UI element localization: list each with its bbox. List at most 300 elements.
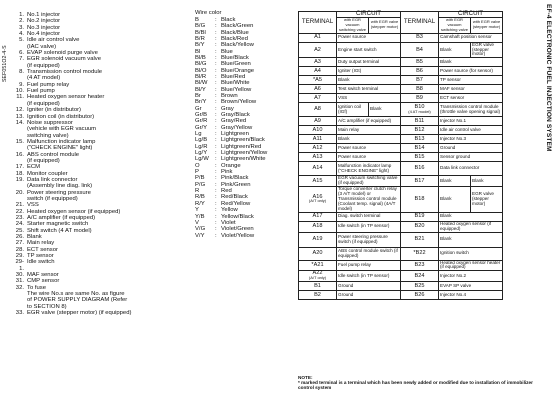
legend-line: (if equipped) (27, 100, 60, 107)
legend-line: To fuse (27, 284, 46, 291)
wire-color-name: Blue/Green (221, 61, 251, 68)
wire-code: Lg (195, 131, 202, 138)
terminal-header-left: TERMINAL (299, 12, 337, 34)
legend-number: 14. (15, 119, 24, 126)
legend-number: 23. (15, 215, 24, 221)
wire-separator: : (215, 131, 217, 138)
legend-line: ABS control module (27, 151, 80, 158)
table-row (299, 103, 503, 117)
wire-color-name: Blue (221, 48, 233, 55)
circuit-cell: Injector No.3 (439, 135, 503, 144)
legend-number: 2. (19, 18, 24, 25)
legend-text (27, 190, 198, 203)
legend-line: to SECTION 8) (27, 303, 67, 310)
wire-color-title: Wire color (195, 10, 222, 16)
wire-color-name: Violet (221, 219, 236, 226)
legend-line: Heated oxygen sensor heater (27, 94, 105, 101)
circuit-cell: Idle switch (in TP sensor) (337, 271, 401, 282)
subheader-stepper-left: with EGR valve (stepper motor) (369, 17, 401, 33)
wire-code: R/Y (195, 200, 205, 207)
circuit-cell: Sensor ground (439, 153, 503, 162)
legend-line: Idle air control valve (27, 37, 80, 44)
wire-separator: : (215, 207, 217, 214)
wire-code: B/Y (195, 42, 205, 49)
wire-color-name: Lightgreen (221, 131, 249, 138)
legend-number: 4. (19, 31, 24, 38)
wire-separator: : (215, 23, 217, 30)
terminal-note: (4 AT model) (408, 108, 431, 114)
terminal-id: A11 (312, 135, 323, 142)
wire-color-legend (195, 10, 295, 239)
terminal-cell-left (299, 153, 337, 162)
terminal-cell-right (401, 291, 439, 300)
legend-number: 24. (15, 221, 24, 228)
terminal-cell-left (299, 42, 337, 58)
wire-color-name: Red/Yellow (221, 200, 251, 207)
wire-code: Lg/B (195, 137, 208, 144)
terminal-cell-left (299, 291, 337, 300)
legend-line: Data link connector (27, 176, 78, 183)
legend-line: Noise suppressor (27, 119, 73, 126)
legend-line: (4 AT model) (27, 75, 61, 82)
wire-color-name: Pink/Green (221, 181, 251, 188)
legend-number: 5. (19, 37, 24, 44)
legend-line: EGR solenoid vacuum valve (27, 56, 101, 63)
wire-separator: : (215, 194, 217, 201)
legend-line: Malfunction indicator lamp (27, 138, 96, 145)
terminal-cell-left (299, 144, 337, 153)
wire-color-name: Blue/Red (221, 73, 246, 80)
circuit-cell: Blank (337, 135, 401, 144)
wire-separator: : (215, 150, 217, 157)
terminal-id: A20 (312, 250, 323, 257)
wire-color-name: Gray/Red (221, 118, 247, 125)
legend-line: CMP sensor (27, 278, 60, 285)
legend-text (27, 94, 198, 107)
legend-number: 30. (15, 272, 24, 279)
wire-code: Br (195, 92, 201, 99)
circuit-cell: Heated oxygen sensor (if equipped) (439, 221, 503, 232)
terminal-cell-right (401, 153, 439, 162)
wire-color-name: Pink/Black (221, 175, 249, 182)
legend-line: Blank (27, 234, 42, 241)
legend-line: ECT sensor (27, 246, 58, 253)
terminal-cell-right (401, 162, 439, 176)
wire-code: Gr/R (195, 118, 208, 125)
legend-text (27, 152, 198, 165)
terminal-id: B18 (414, 195, 425, 202)
subheader-stepper-right: with EGR valve (stepper motor) (471, 17, 503, 33)
terminal-id: B4 (416, 46, 423, 53)
wire-code: B/R (195, 35, 205, 42)
terminal-id: B8 (416, 85, 423, 92)
circuit-cell: Blank (337, 76, 401, 85)
table-row (299, 232, 503, 247)
legend-number: 28. (15, 246, 24, 253)
circuit-cell: Diag. switch terminal (337, 212, 401, 221)
legend-line: Ignition coil (in distributor) (27, 113, 95, 120)
legend-number: 32. (15, 284, 24, 291)
wire-color-name: Blue/White (221, 80, 250, 87)
legend-item (13, 152, 198, 165)
terminal-header-right: TERMINAL (401, 12, 439, 34)
legend-item (13, 177, 198, 190)
terminal-cell-left (299, 58, 337, 67)
terminal-cell-right (401, 260, 439, 271)
circuit-cell: Transmission control module (throttle valve opening signal) (439, 103, 503, 117)
wire-separator: : (215, 181, 217, 188)
circuit-cell: Engine start switch (337, 42, 401, 58)
table-row (299, 58, 503, 67)
terminal-cell-left (299, 76, 337, 85)
legend-line: The wire No.s are same No. as figure (27, 291, 125, 298)
terminal-cell-left (299, 67, 337, 76)
legend-number: 26. (15, 234, 24, 241)
circuit-cell: Injector No.1 (439, 117, 503, 126)
legend-number: 29. (15, 253, 24, 260)
circuit-cell: Ground (337, 282, 401, 291)
legend-number: 12. (15, 107, 24, 114)
legend-item (13, 120, 198, 139)
wire-color-name: Lightgreen/Red (221, 143, 262, 150)
terminal-cell-left (299, 176, 337, 187)
wire-code: Lg/W (195, 156, 209, 163)
terminal-id: B19 (414, 213, 425, 220)
legend-number: 21. (15, 202, 24, 209)
table-row (299, 85, 503, 94)
wire-color-item (195, 233, 295, 239)
circuit-cell: Ground (439, 144, 503, 153)
terminal-cell-right (401, 103, 439, 117)
wire-code: Bl/O (195, 67, 207, 74)
wire-code: V/Y (195, 232, 205, 239)
circuit-cell: Igniter (IGt) (337, 67, 401, 76)
wire-color-name: Lightgreen/Yellow (221, 150, 268, 157)
circuit-cell: EVAP SP valve (439, 282, 503, 291)
legend-line: EGR valve (stepper motor) (if equipped) (27, 310, 132, 317)
terminal-id: B20 (414, 223, 425, 230)
circuit-cell: Data link connector (439, 162, 503, 176)
circuit-cell: Injector No.4 (439, 291, 503, 300)
wire-code: B (195, 16, 199, 23)
legend-item (13, 94, 198, 107)
circuit-cell: ECT sensor (439, 94, 503, 103)
terminal-id: A3 (314, 58, 321, 65)
table-row (299, 126, 503, 135)
terminal-id: A15 (312, 177, 323, 184)
circuit-cell-vacuum: Ignition coil (IGf) (337, 103, 369, 117)
wire-color-name: Blue/Orange (221, 67, 255, 74)
legend-line: (if equipped) (27, 157, 60, 164)
legend-line: Fuel pump (27, 88, 55, 95)
table-row (299, 162, 503, 176)
terminal-cell-right (401, 33, 439, 42)
terminal-cell-left (299, 126, 337, 135)
wire-color-name: Pink (221, 169, 233, 176)
wire-code: P (195, 169, 199, 176)
legend-line: TP sensor (27, 253, 54, 260)
terminal-cell-right (401, 94, 439, 103)
wire-code: Gr/Y (195, 124, 208, 131)
terminal-id: B25 (414, 282, 425, 289)
legend-line: ECM (27, 164, 41, 171)
circuit-cell: Injector No.2 (439, 271, 503, 282)
component-legend (13, 12, 198, 317)
terminal-cell-right (401, 176, 439, 187)
terminal-cell-right (401, 42, 439, 58)
terminal-cell-right (401, 144, 439, 153)
terminal-id: A2 (314, 46, 321, 53)
wire-code: Bl/Y (195, 86, 206, 93)
terminal-cell-left (299, 271, 337, 282)
wire-separator: : (215, 143, 217, 150)
circuit-cell: VSS (337, 94, 401, 103)
circuit-header-right: CIRCUIT (439, 12, 503, 18)
legend-number: 9. (19, 81, 24, 88)
wire-code: Y/B (195, 213, 205, 220)
circuit-cell: MAF sensor (439, 85, 503, 94)
terminal-cell-left (299, 247, 337, 260)
wire-color-name: Blue/Yellow (221, 86, 252, 93)
circuit-cell: EGR vacuum switching valve (if equipped) (337, 176, 401, 187)
circuit-cell: Power source (for sensor) (439, 67, 503, 76)
wire-separator: : (215, 92, 217, 99)
circuit-cell: Blank (439, 58, 503, 67)
wire-color-name: Black/Yellow (221, 42, 254, 49)
terminal-id: B14 (414, 144, 425, 151)
wire-separator: : (215, 54, 217, 61)
legend-number: 3. (19, 24, 24, 31)
circuit-cell: Duty output terminal (337, 58, 401, 67)
wire-color-name: Black/Red (221, 35, 248, 42)
subheader-vacuum-right: with EGR vacuum switching valve (439, 17, 471, 33)
circuit-cell-stepper: EGR valve (stepper motor) (471, 42, 503, 58)
legend-number: 1. (19, 12, 24, 18)
legend-text (27, 139, 198, 152)
wire-code: Lg/Y (195, 150, 208, 157)
wire-color-name: Violet/Green (221, 226, 254, 233)
legend-text (27, 177, 198, 190)
legend-line: Monitor coupler (27, 170, 68, 177)
legend-number: 10. (15, 88, 24, 95)
legend-line: Starter magnetic switch (27, 221, 89, 228)
legend-item (13, 310, 198, 316)
wire-separator: : (215, 67, 217, 74)
circuit-cell-stepper: Blank (369, 103, 401, 117)
legend-number: 29-1. (15, 259, 24, 272)
terminal-id: B3 (416, 34, 423, 41)
wire-code: Bl/R (195, 73, 207, 80)
circuit-cell: Idle air control valve (439, 126, 503, 135)
side-code: SEF051O2-4-S (2, 45, 8, 82)
circuit-cell: Heated oxygen sensor heater (if equipped) (439, 260, 503, 271)
terminal-id: *B22 (413, 250, 426, 257)
legend-item (13, 139, 198, 152)
terminal-cell-right (401, 135, 439, 144)
terminal-cell-right (401, 221, 439, 232)
table-row (299, 176, 503, 187)
legend-line: Igniter (in distributor) (27, 107, 82, 114)
terminal-cell-right (401, 232, 439, 247)
terminal-cell-left (299, 103, 337, 117)
table-row (299, 76, 503, 85)
circuit-cell: TP sensor (439, 76, 503, 85)
wire-separator: : (215, 48, 217, 55)
terminal-cell-right (401, 282, 439, 291)
terminal-cell-right (401, 247, 439, 260)
legend-text (27, 259, 198, 272)
wire-separator: : (215, 112, 217, 118)
circuit-cell: Malfunction indicator lamp ("CHECK ENGINE" light) (337, 162, 401, 176)
terminal-id: B7 (416, 76, 423, 83)
wire-separator: : (215, 137, 217, 144)
table-row (299, 221, 503, 232)
legend-text (27, 285, 198, 310)
legend-line: Fuel pump relay (27, 81, 70, 88)
terminal-cell-right (401, 187, 439, 213)
note-title: NOTE: (298, 375, 313, 380)
circuit-cell: Fuel pump relay (337, 260, 401, 271)
circuit-cell: Blank (439, 212, 503, 221)
table-row (299, 33, 503, 42)
legend-number: 6. (19, 50, 24, 57)
circuit-cell: Ignition switch (439, 247, 503, 260)
terminal-cell-right (401, 76, 439, 85)
terminal-id: *A21 (311, 261, 324, 268)
note (298, 375, 544, 391)
legend-text (27, 37, 198, 50)
wire-separator: : (215, 200, 217, 207)
wire-color-name: Brown (221, 92, 238, 99)
wire-code: P/G (195, 181, 206, 188)
legend-line: Transmission control module (27, 69, 103, 76)
terminal-id: A8 (314, 106, 321, 113)
terminal-id: B9 (416, 94, 423, 101)
circuit-cell: ABS control module switch (if equipped) (337, 247, 401, 260)
legend-number: 33. (15, 310, 24, 317)
terminal-id: B10 (414, 103, 425, 110)
wire-separator: : (215, 99, 217, 106)
terminal-id: B11 (414, 117, 425, 124)
table-row (299, 94, 503, 103)
circuit-cell: Ground (337, 291, 401, 300)
wire-code: V (195, 219, 199, 226)
legend-number: 25. (15, 227, 24, 234)
terminal-note: (A/T only) (308, 198, 327, 204)
circuit-cell: Blank (439, 232, 503, 247)
table-row (299, 212, 503, 221)
legend-number: 17. (15, 164, 24, 171)
legend-line: Idle switch (27, 259, 55, 266)
terminal-cell-right (401, 212, 439, 221)
legend-line: No.4 injector (27, 31, 61, 38)
wire-color-name: Orange (221, 162, 241, 169)
wire-color-name: Lightgreen/Black (221, 137, 265, 144)
terminal-id: B15 (414, 153, 425, 160)
legend-line: EVAP solenoid purge valve (27, 50, 98, 57)
table-row (299, 271, 503, 282)
wire-code: Gr (195, 105, 202, 112)
terminal-id: B26 (414, 291, 425, 298)
wire-code: Bl/W (195, 80, 208, 87)
wire-code: Bl/B (195, 54, 206, 61)
circuit-cell: Main relay (337, 126, 401, 135)
terminal-id: B13 (414, 135, 425, 142)
terminal-id: A10 (312, 126, 323, 133)
terminal-cell-right (401, 271, 439, 282)
table-row (299, 291, 503, 300)
legend-item (13, 285, 198, 310)
table-row (299, 153, 503, 162)
legend-item (13, 56, 198, 69)
terminal-cell-right (401, 117, 439, 126)
wire-code: B/G (195, 23, 206, 30)
circuit-cell: Idle switch (in TP sensor) (337, 221, 401, 232)
wire-color-name: Gray/Black (221, 112, 250, 118)
terminal-id: A14 (312, 165, 323, 172)
legend-text (27, 310, 198, 316)
terminal-cell-right (401, 58, 439, 67)
legend-line: MAF sensor (27, 272, 59, 279)
wire-separator: : (215, 118, 217, 125)
legend-line: switching valve) (27, 132, 69, 139)
wire-separator: : (215, 105, 217, 112)
wire-separator: : (215, 226, 217, 233)
wire-code: B/Bl (195, 29, 206, 36)
terminal-cell-left (299, 135, 337, 144)
terminal-id: B2 (314, 291, 321, 298)
wire-code: R/B (195, 194, 205, 201)
section-title: EF-4 ELECTRONIC FUEL INJECTION SYSTEM (545, 4, 552, 152)
terminal-id: B23 (414, 261, 425, 268)
table-row (299, 135, 503, 144)
terminal-cell-left (299, 117, 337, 126)
legend-item (13, 190, 198, 203)
terminal-id: *A5 (312, 76, 323, 83)
terminal-cell-right (401, 67, 439, 76)
terminal-id: A1 (314, 34, 321, 41)
wire-separator: : (215, 29, 217, 36)
terminal-cell-left (299, 187, 337, 213)
circuit-cell: A/C amplifier (if equipped) (337, 117, 401, 126)
wire-separator: : (215, 124, 217, 131)
terminal-id: A6 (314, 85, 321, 92)
terminal-id: A22 (312, 270, 323, 277)
circuit-cell-stepper: Blank (471, 176, 503, 187)
terminal-note: (A/T only) (308, 275, 327, 281)
circuit-header-left: CIRCUIT (337, 12, 401, 18)
legend-number: 13. (15, 113, 24, 120)
circuit-cell: Power source (337, 144, 401, 153)
legend-number: 7. (19, 56, 24, 63)
legend-line: ("CHECK ENGINE" light) (27, 145, 93, 152)
terminal-id: B17 (414, 177, 425, 184)
legend-line: Power steering pressure (27, 189, 91, 196)
wire-color-name: Yellow/Black (221, 213, 254, 220)
terminal-id: A18 (312, 223, 323, 230)
wire-separator: : (215, 16, 217, 23)
terminal-id: A19 (312, 236, 323, 243)
terminal-id: B24 (414, 272, 425, 279)
wire-separator: : (215, 42, 217, 49)
wire-separator: : (215, 35, 217, 42)
wire-separator: : (215, 73, 217, 80)
table-row (299, 260, 503, 271)
legend-number: 18. (15, 170, 24, 177)
table-row (299, 187, 503, 213)
wire-color-name: Black (221, 16, 236, 23)
legend-number: 22. (15, 208, 24, 215)
